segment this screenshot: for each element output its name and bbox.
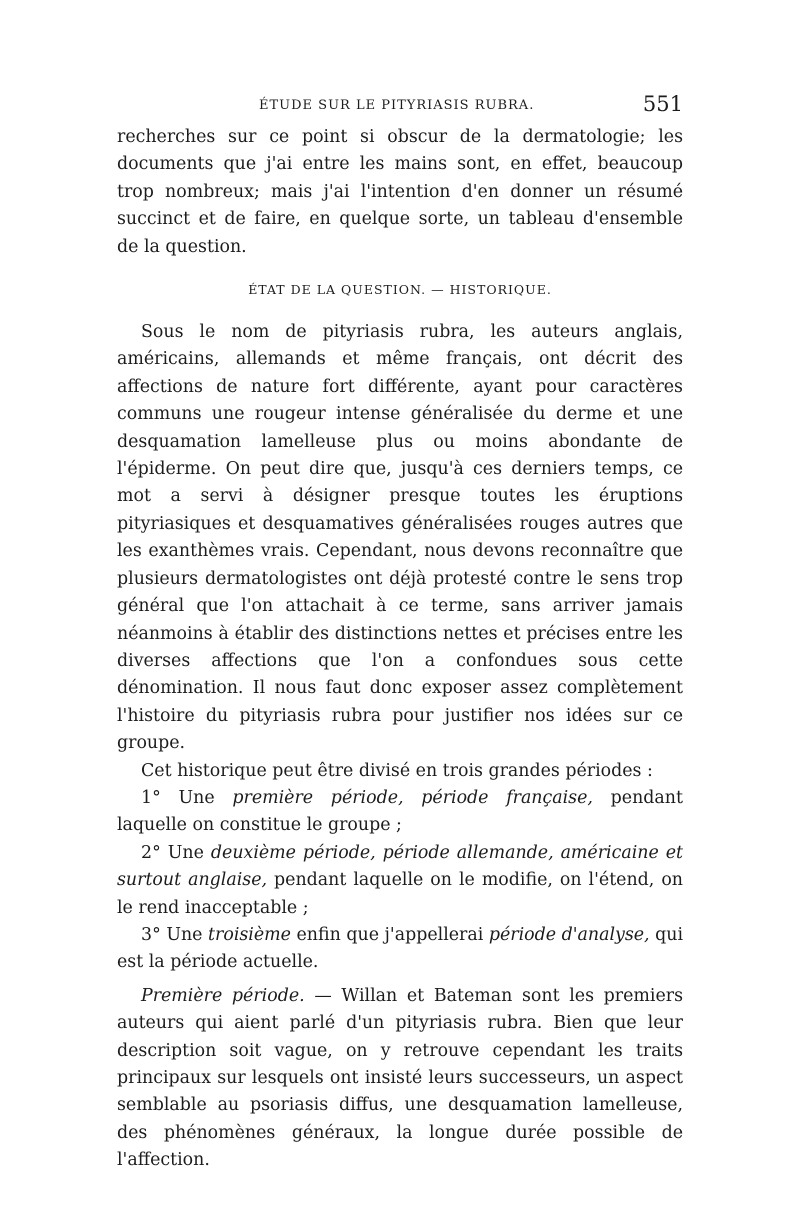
list-item-first-period [117,785,683,840]
list-text-pre: Une [167,842,204,863]
intro-paragraph: recherches sur ce point si obscur de la dermatologie; les documents que j'ai entre les mains sont, en effet, beaucoup trop nombreux; mais j'ai l'intention d'en donner un résumé succinct et de faire, en quelque sorte, un tableau d'ensemble de la question. [117,127,683,257]
paragraph-first-period [117,983,683,1175]
list-number: 3° [141,924,161,945]
list-text-pre: Une [166,924,203,945]
running-title: ÉTUDE SUR LE PITYRIASIS RUBRA. [259,98,535,113]
list-text-italic: première période, période française, [232,787,593,808]
list-text-italic: troisième [208,924,291,945]
list-text-italic: période d'analyse, [488,924,650,945]
paragraph-pityriasis-definition: Sous le nom de pityriasis rubra, les auteurs anglais, américains, allemands et même français, ont décrit des affections de nature fort différente, ayant pour caractères communs une rougeur intense généralisée du derme et une desquamation lamelleuse plus ou moins abondante de l'épiderme. On peut dire que, jusqu'à ces derniers temps, ce mot a servi à désigner presque toutes les éruptions pityriasiques et desquamatives généralisées rouges autres que les exanthèmes vrais. Cependant, nous devons reconnaître que plusieurs dermatologistes ont déjà protesté contre le sens trop général que l'on attachait à ce terme, sans arriver jamais néanmoins à établir des distinctions nettes et précises entre les diverses affections que l'on a confondues sous cette dénomination. Il nous faut donc exposer assez complètement l'histoire du pityriasis rubra pour justifier nos idées sur ce groupe. [117,322,683,754]
list-number: 2° [141,842,161,863]
list-number: 1° [141,787,161,808]
paragraph-historique-intro: Cet historique peut être divisé en trois grandes périodes : [141,760,653,781]
list-item-third-period [117,922,683,977]
running-header [117,92,683,124]
section-heading: ÉTAT DE LA QUESTION. — HISTORIQUE. [248,282,552,298]
list-text-italic: deuxième période, période allemande, américaine et surtout anglaise, [117,842,684,891]
list-text-post: qui est la période actuelle. [117,924,684,973]
document-page [117,92,683,1175]
list-text-post: pendant laquelle on constitue le groupe ; [117,787,683,836]
list-text-mid: enfin que j'appellerai [296,924,484,945]
list-item-second-period [117,840,683,922]
list-text-pre: Une [178,787,215,808]
paragraph-text: — Willan et Bateman sont les premiers auteurs qui aient parlé d'un pityriasis rubra. Bien que leur description soit vague, on y retrouve cependant les traits principaux sur lesquels ont insisté leurs successeurs, un aspect semblable au psoriasis diffus, une desquamation lamelleuse, des phénomènes généraux, la longue durée possible de l'affection. [117,985,683,1171]
subsection-title: Première période. [141,985,305,1006]
page-number: 551 [642,92,683,116]
list-text-post: pendant laquelle on le modifie, on l'étend, on le rend inacceptable ; [117,870,683,918]
